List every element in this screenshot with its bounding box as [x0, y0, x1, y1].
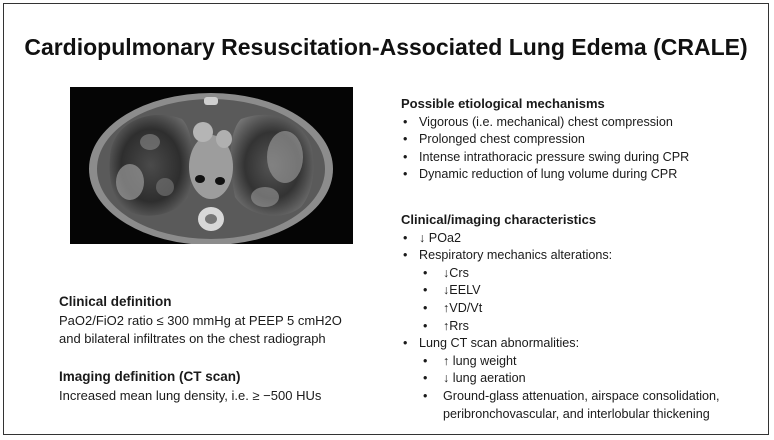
characteristics-section: [401, 211, 743, 423]
clinical-definition-line-2: and bilateral infiltrates on the chest radiograph: [59, 331, 326, 346]
list-item: • Lung CT scan abnormalities:: [401, 335, 743, 353]
mechanisms-section: [401, 95, 689, 184]
list-item: • ↑VD/Vt: [421, 300, 743, 318]
list-item: • ↑Rrs: [421, 318, 743, 336]
list-item: • ↓ lung aeration: [421, 370, 743, 388]
characteristics-list: [401, 230, 743, 265]
ct-sub3-line1: Ground-glass attenuation, airspace consolidation,: [443, 388, 720, 403]
list-item: • Respiratory mechanics alterations:: [401, 247, 743, 265]
ct-sub3-line2: peribronchovascular, and interlobular thickening: [443, 406, 710, 421]
ct-scan-image: [70, 87, 353, 244]
clinical-definition-line-1: PaO2/FiO2 ratio ≤ 300 mmHg at PEEP 5 cmH2O: [59, 313, 342, 328]
slide: [3, 3, 769, 435]
slide-title: Cardiopulmonary Resuscitation-Associated Lung Edema (CRALE): [24, 34, 748, 60]
list-item: • ↓Crs: [421, 265, 743, 283]
characteristics-heading: Clinical/imaging characteristics: [401, 212, 597, 227]
list-item: [421, 388, 743, 423]
list-item: • Vigorous (i.e. mechanical) chest compression: [401, 114, 689, 132]
ct-scan-graphic: [70, 87, 353, 244]
ct-sublist: [421, 353, 743, 423]
characteristics-list-cont: [401, 335, 743, 353]
imaging-definition-line-1: Increased mean lung density, i.e. ≥ −500 HUs: [59, 388, 322, 403]
clinical-definition-section: [59, 293, 342, 348]
imaging-definition-heading: Imaging definition (CT scan): [59, 369, 241, 384]
clinical-definition-heading: Clinical definition: [59, 294, 172, 309]
list-item: • Prolonged chest compression: [401, 131, 689, 149]
mechanisms-heading: Possible etiological mechanisms: [401, 96, 605, 111]
respiratory-sublist: [421, 265, 743, 335]
imaging-definition-section: [59, 368, 321, 405]
mechanisms-list: [401, 114, 689, 184]
list-item: • ↑ lung weight: [421, 353, 743, 371]
list-item: • Dynamic reduction of lung volume during CPR: [401, 166, 689, 184]
list-item: • ↓EELV: [421, 282, 743, 300]
list-item: • ↓ POa2: [401, 230, 743, 248]
list-item: • Intense intrathoracic pressure swing during CPR: [401, 149, 689, 167]
